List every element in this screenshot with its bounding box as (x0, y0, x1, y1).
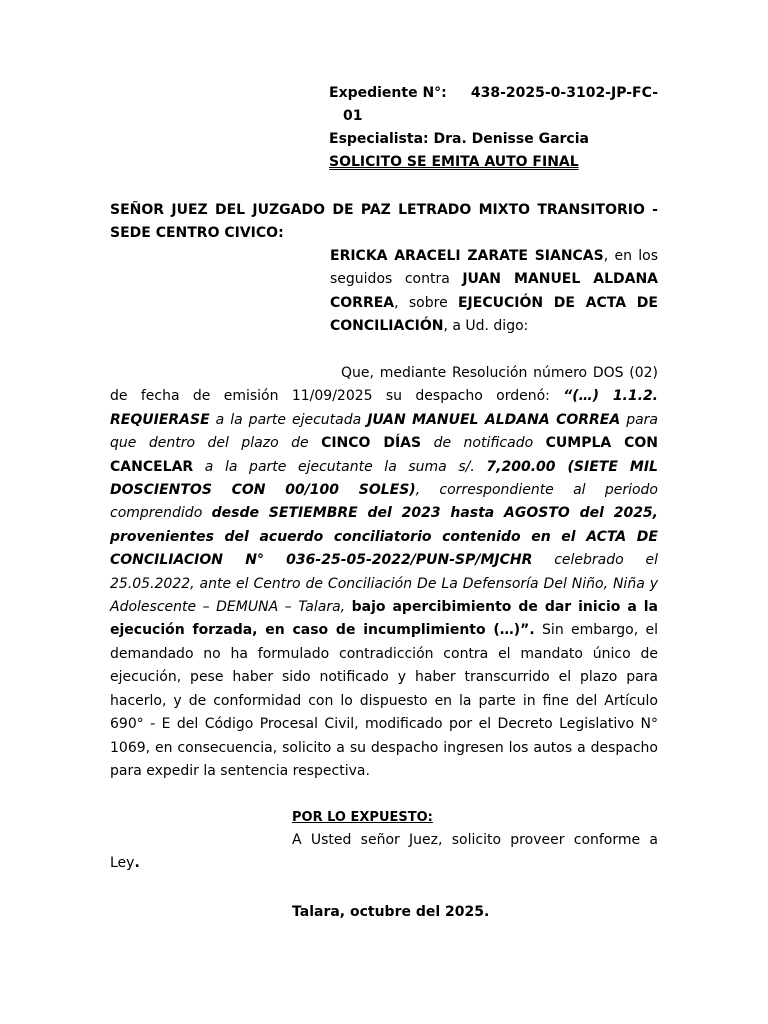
case-number-value: 438-2025-0-3102-JP-FC- (470, 85, 658, 101)
quote-9: 7,200.00 (SIETE MIL DOSCIENTOS CON 00/100 SOLES) (110, 458, 658, 499)
specialist: Especialista: Dra. Denisse Garcia (329, 131, 589, 147)
intro-text-1: , en los seguidos contra (330, 248, 658, 288)
quote-2: a la parte ejecutada (209, 411, 368, 428)
defendant-name: JUAN MANUEL ALDANA CORREA (330, 271, 658, 311)
case-number-suffix: 01 (343, 108, 363, 125)
quote-7: CUMPLA CON CANCELAR (110, 435, 659, 475)
closing-period: . (134, 855, 140, 872)
quote-3: JUAN MANUEL ALDANA CORREA (367, 411, 621, 428)
intro-text-2: , sobre (394, 294, 458, 311)
closing-request-text: A Usted señor Juez, solicito proveer conforme a Ley (110, 832, 658, 872)
closing-request (110, 829, 658, 876)
quote-11: desde SETIEMBRE del 2023 hasta AGOSTO del 2025, provenientes del acuerdo conciliatorio contenido en el ACTA DE CONCILIACION N° 036-25-05-2022/PUN-SP/MJCHR (110, 505, 658, 569)
closing-heading: POR LO EXPUESTO: (292, 810, 433, 825)
document-subject: SOLICITO SE EMITA AUTO FINAL (329, 154, 579, 170)
addressee: SEÑOR JUEZ DEL JUZGADO DE PAZ LETRADO MIXTO TRANSITORIO - SEDE CENTRO CIVICO: (110, 202, 658, 242)
quote-5: CINCO DÍAS (321, 435, 422, 452)
case-number-label: Expediente N°: (329, 85, 447, 101)
case-number (329, 82, 658, 129)
intro-text-3: , a Ud. digo: (443, 318, 529, 335)
body-text-1: Que, mediante Resolución número DOS (02) de fecha de emisión 11/09/2025 su despacho ordenó: (110, 365, 658, 405)
quote-12: celebrado el 25.05.2022, ante el Centro de Conciliación De La Defensoría Del Niño, Niña y Adolescente – DEMUNA – Talara, (110, 552, 658, 616)
quote-1: “(…) 1.1.2. REQUIERASE (110, 388, 658, 428)
intro-paragraph (330, 245, 658, 339)
place-date: Talara, octubre del 2025. (292, 904, 490, 920)
main-paragraph (110, 362, 658, 783)
body-text-2: Sin embargo, el demandado no ha formulado contradicción contra el mandato único de ejecución, pese haber sido notificado y haber transcurrido el plazo para hacerlo, y de conformidad con lo dispuesto en la parte in fine del Artículo 690° - E del Código Procesal Civil, modificado por el Decreto Legislativo N° 1069, en consecuencia, solicito a su despacho ingresen los autos a despacho para expedir la sentencia respectiva. (110, 622, 658, 779)
quote-8: a la parte ejecutante la suma s/. (193, 458, 487, 475)
quote-4: para que dentro del plazo de (110, 411, 658, 452)
petitioner-name: ERICKA ARACELI ZARATE SIANCAS (330, 248, 604, 264)
quote-10: , correspondiente al periodo comprendido (110, 482, 658, 522)
quote-13: bajo apercibimiento de dar inicio a la ejecución forzada, en caso de incumplimiento (…)”. (110, 599, 658, 639)
quote-6: de notificado (421, 435, 546, 452)
case-matter: EJECUCIÓN DE ACTA DE CONCILIACIÓN (330, 294, 658, 335)
